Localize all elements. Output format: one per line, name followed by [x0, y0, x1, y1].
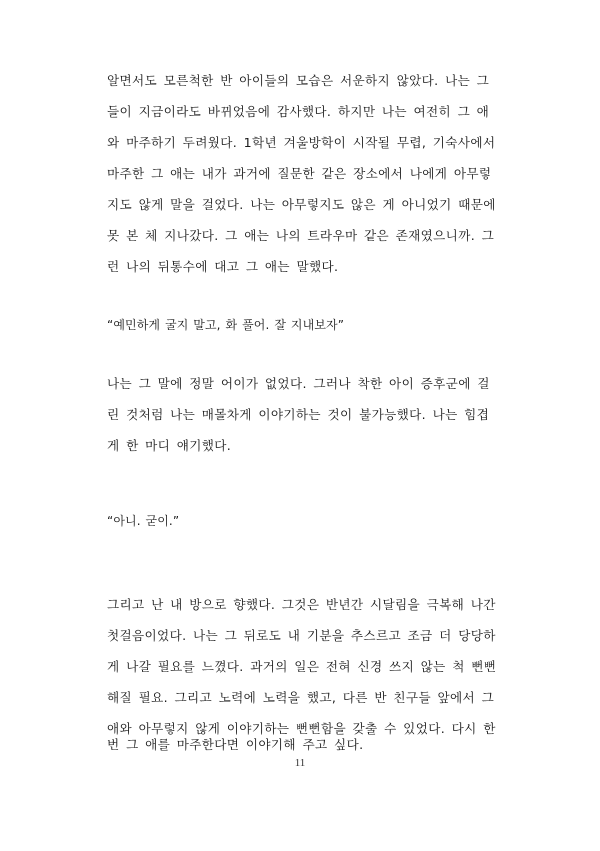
dialogue-quote-2: “아니. 굳이.”	[107, 514, 180, 528]
paragraph-3-line-5: 애와 아무렇지 않게 이야기하는 뻔뻔함을 갖출 수 있었다. 다시 한	[107, 721, 496, 736]
paragraph-3-line-6: 번 그 애를 마주한다면 이야기해 주고 싶다.	[107, 737, 364, 752]
paragraph-1-line-5: 지도 않게 말을 걸었다. 나는 아무렇지도 않은 게 아니었기 때문에	[107, 197, 496, 212]
dialogue-quote-1: “예민하게 굴지 말고, 화 풀어. 잘 지내보자”	[107, 318, 345, 332]
page-number: 11	[294, 757, 306, 769]
paragraph-1-line-2: 들이 지금이라도 바뀌었음에 감사했다. 하지만 나는 여전히 그 애	[107, 104, 490, 119]
paragraph-3-line-3: 게 나갈 필요를 느꼈다. 과거의 일은 전혀 신경 쓰지 않는 척 뻔뻔	[107, 659, 497, 674]
paragraph-3-line-2: 첫걸음이었다. 나는 그 뒤로도 내 기분을 추스르고 조금 더 당당하	[107, 628, 496, 643]
paragraph-2-line-3: 게 한 마디 얘기했다.	[107, 438, 232, 453]
paragraph-1-line-6: 못 본 체 지나갔다. 그 애는 나의 트라우마 같은 존재였으니까. 그	[107, 228, 495, 243]
paragraph-1-line-4: 마주한 그 애는 내가 과거에 질문한 같은 장소에서 나에게 아무렇	[107, 166, 492, 181]
paragraph-3-line-4: 해질 필요. 그리고 노력에 노력을 했고, 다른 반 친구들 앞에서 그	[107, 690, 495, 705]
paragraph-3-line-1: 그리고 난 내 방으로 향했다. 그것은 반년간 시달림을 극복해 나간	[107, 597, 496, 612]
paragraph-2-line-1: 나는 그 말에 정말 어이가 없었다. 그러나 착한 아이 증후군에 걸	[107, 376, 490, 391]
paragraph-1-line-7: 런 나의 뒤통수에 대고 그 애는 말했다.	[107, 259, 339, 274]
paragraph-1-line-3: 와 마주하기 두려웠다. 1학년 겨울방학이 시작될 무렵, 기숙사에서	[107, 135, 496, 150]
paragraph-2-line-2: 린 것처럼 나는 매몰차게 이야기하는 것이 불가능했다. 나는 힘겹	[107, 407, 490, 422]
paragraph-1-line-1: 알면서도 모른척한 반 아이들의 모습은 서운하지 않았다. 나는 그	[107, 73, 490, 88]
